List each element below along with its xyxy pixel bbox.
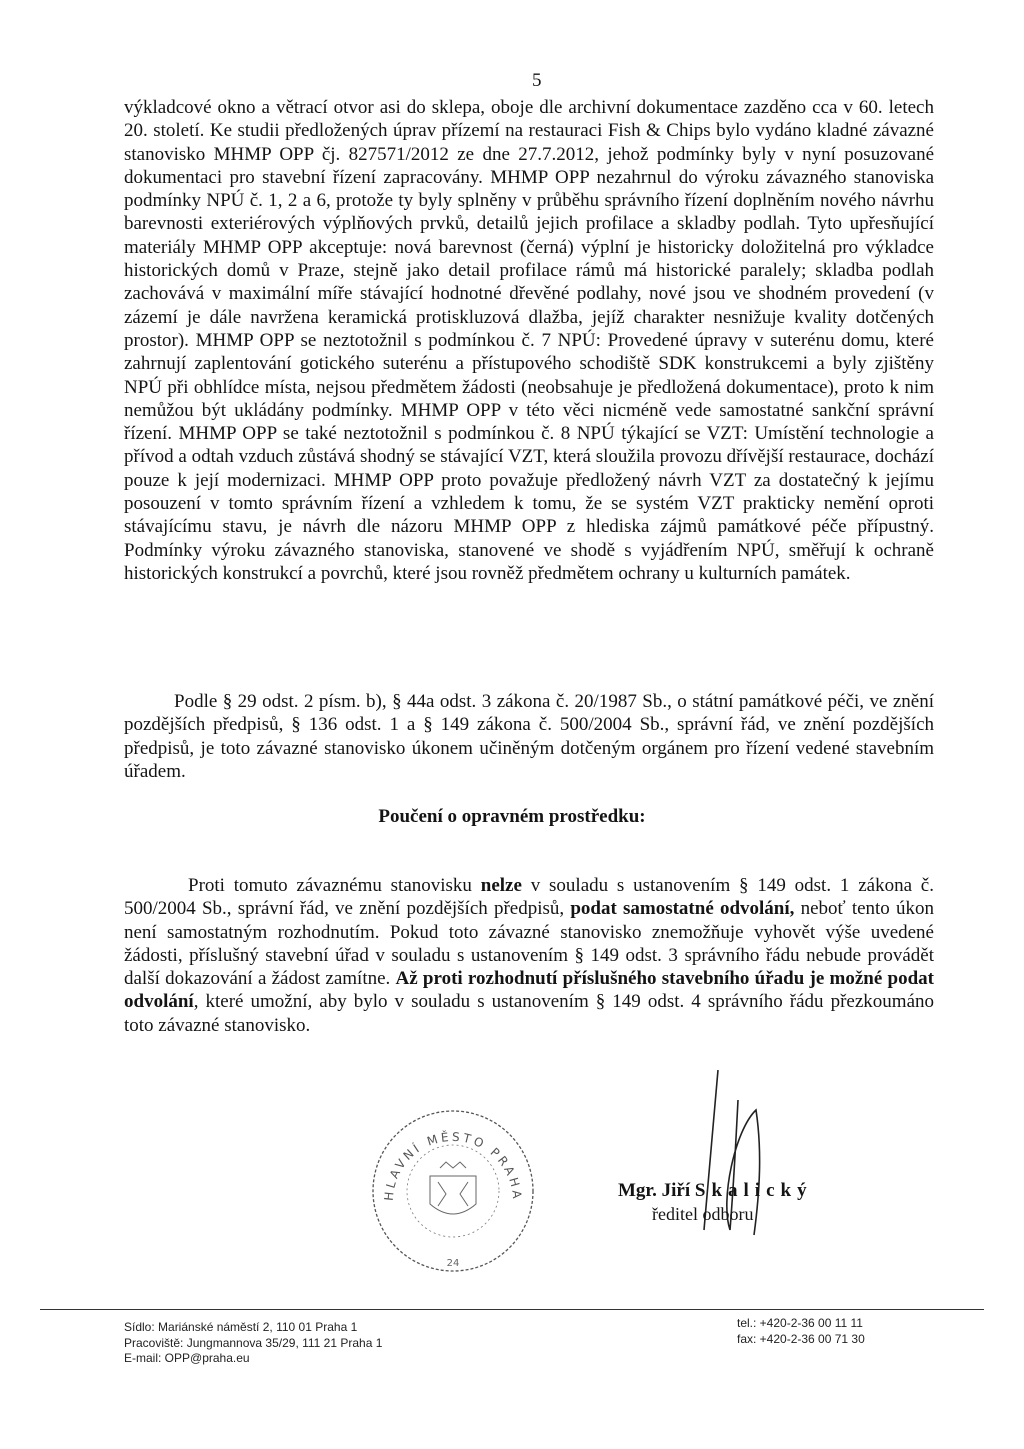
appeal-bold-3: Až proti rozhodnutí příslušného stavebního úřadu je možné podat odvolání bbox=[124, 968, 934, 1013]
stamp-circle-text: HLAVNÍ MĚSTO PRAHA bbox=[381, 1129, 525, 1202]
signer-surname: Skalický bbox=[694, 1180, 813, 1201]
appeal-bold-1: nelze bbox=[480, 875, 522, 896]
footer-divider bbox=[40, 1309, 984, 1310]
signer-name-prefix: Mgr. Jiří bbox=[618, 1180, 695, 1201]
appeal-text-2: v souladu s ustanovením § 149 odst. 1 zákona č. 500/2004 Sb., správní řád, ve znění pozdějších předpisů, bbox=[124, 875, 934, 920]
appeal-text-3: neboť tento úkon není samostatným rozhodnutím. Pokud toto závazné stanovisko znemožňuje vyhovět výše uvedené žádosti, příslušný stavební úřad v souladu s ustanovením § 149 odst. 3 správního řádu nebude provádět další dokazování a žádost zamítne. bbox=[124, 898, 935, 990]
footer-seat: Sídlo: Mariánské náměstí 2, 110 01 Praha 1 bbox=[124, 1320, 358, 1334]
stamp-number: 24 bbox=[446, 1258, 460, 1269]
paragraph-justification: výkladcové okno a větrací otvor asi do sklepa, oboje dle archivní dokumentace zazděno cca v 60. letech 20. století. Ke studii předložených úprav přízemí na restauraci Fish & Chips bylo vydáno kladné závazné stanovisko MHMP OPP čj. 827571/2012 ze dne 27.7.2012, jehož podmínky byly v nyní posuzované dokumentaci pro stavební řízení zapracovány. MHMP OPP nezahrnul do výroku závazného stanoviska podmínky NPÚ č. 1, 2 a 6, protože ty byly splněny v průběhu správního řízení doplněním nového návrhu barevnosti exteriérových výplňových prvků, detailů jejich profilace a skladby podlah. Tyto upřesňující materiály MHMP OPP akceptuje: nová barevnost (černá) výplní je historicky doložitelná pro výkladce historických domů v Praze, stejně jako detail profilace rámů má historické paralely; skladba podlah zachovává v maximální míře stávající hodnotné dřevěné podlahy, nové jsou ve shodném provedení (v zázemí je dále navržena keramická protiskluzová dlažba, jejíž charakter nesnižuje kvality dotčených prostor). MHMP OPP se neztotožnil s podmínkou č. 7 NPÚ: Provedené úpravy v suterénu domu, které zahrnují zaplentování gotického suterénu a přístupového schodiště SDK konstrukcemi a byly zjištěny NPÚ při obhlídce místa, nejsou předmětem žádosti (neobsahuje je předložená dokumentace), proto k nim nemůžou být ukládány podmínky. MHMP OPP v této věci nicméně vede samostatné sankční správní řízení. MHMP OPP se také neztotožnil s podmínkou č. 8 NPÚ týkající se VZT: Umístění technologie a přívod a odtah vzduch zůstává shodný se stávající VZT, která sloužila provozu dřívější restaurace, dochází pouze k její modernizaci. MHMP OPP proto považuje předložený návrh VZT za dostatečný k jejímu posouzení v tomto správním řízení a vzhledem k tomu, že se systém VZT prakticky nemění oproti stávajícímu stavu, je návrh dle názoru MHMP OPP z hlediska zájmů památkové péče přípustný. Podmínky výroku závazného stanoviska, stanovené ve shodě s vyjádřením NPÚ, směřují k ochraně historických konstrukcí a povrchů, které jsou rovněž předmětem ochrany u kulturních památek. bbox=[124, 97, 934, 584]
page-number: 5 bbox=[532, 70, 542, 91]
signer-role: ředitel odboru bbox=[652, 1204, 754, 1224]
appeal-text-1: Proti tomuto závaznému stanovisku bbox=[188, 875, 481, 896]
footer-contact bbox=[737, 1316, 865, 1347]
footer-workplace: Pracoviště: Jungmannova 35/29, 111 21 Praha 1 bbox=[124, 1335, 383, 1350]
footer-phone: tel.: +420-2-36 00 11 11 bbox=[737, 1316, 863, 1330]
section-heading: Poučení o opravném prostředku: bbox=[378, 806, 646, 827]
appeal-text-4: , které umožní, aby bylo v souladu s ustanovením § 149 odst. 4 správního řádu přezkoumáno toto závazné stanovisko. bbox=[124, 991, 934, 1036]
paragraph-appeal-instruction bbox=[124, 874, 934, 1037]
footer-fax: fax: +420-2-36 00 71 30 bbox=[737, 1331, 865, 1346]
svg-text:HLAVNÍ MĚSTO PRAHA bbox=[382, 1129, 524, 1202]
official-stamp bbox=[368, 1106, 538, 1276]
appeal-bold-2: podat samostatné odvolání, bbox=[570, 898, 795, 920]
footer-email: E-mail: OPP@praha.eu bbox=[124, 1351, 250, 1365]
paragraph-legal-basis: Podle § 29 odst. 2 písm. b), § 44a odst. 3 zákona č. 20/1987 Sb., o státní památkové péči, ve znění pozdějších předpisů, § 136 odst. 1 a § 149 zákona č. 500/2004 Sb., správní řád, ve znění pozdějších předpisů, je toto závazné stanovisko úkonem učiněným dotčeným orgánem pro řízení vedené stavebním úřadem. bbox=[124, 691, 934, 782]
signer-name bbox=[618, 1180, 813, 1202]
footer-address bbox=[124, 1320, 382, 1367]
coat-of-arms-icon bbox=[430, 1162, 476, 1214]
